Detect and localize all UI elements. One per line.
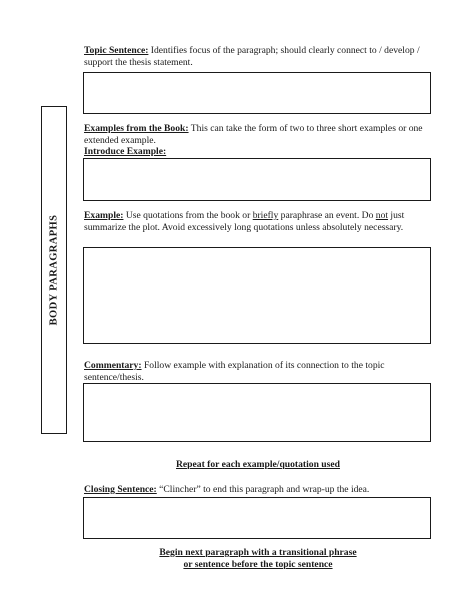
closing-sentence-text: “Clincher” to end this paragraph and wrap-up the idea.	[156, 484, 370, 495]
topic-sentence-instructions	[84, 45, 429, 68]
example-text-part-c: just summarize the plot. Avoid excessively long quotations unless absolutely necessary.	[84, 210, 405, 233]
next-paragraph-note-line-2: or sentence before the topic sentence	[183, 559, 333, 570]
commentary-instructions	[84, 360, 429, 383]
commentary-text: Follow example with explanation of its connection to the topic sentence/thesis.	[84, 360, 385, 383]
topic-sentence-text: Identifies focus of the paragraph; should clearly connect to / develop / support the thesis statement.	[84, 45, 420, 68]
next-paragraph-note-line-1: Begin next paragraph with a transitional phrase	[159, 547, 357, 558]
introduce-example-label: Introduce Example:	[84, 146, 167, 158]
closing-sentence-box[interactable]	[83, 497, 431, 539]
introduce-example-box[interactable]	[83, 158, 431, 201]
examples-from-book-text: This can take the form of two to three short examples or one extended example.	[84, 123, 423, 146]
body-paragraphs-label: BODY PARAGRAPHS	[48, 214, 60, 326]
example-underlined-not: not	[375, 210, 389, 221]
closing-sentence-instructions	[84, 484, 429, 496]
commentary-label: Commentary:	[84, 360, 142, 371]
example-label: Example:	[84, 210, 124, 221]
example-underlined-briefly: briefly	[252, 210, 279, 221]
body-paragraphs-panel	[41, 106, 67, 434]
example-text-part-a: Use quotations from the book or	[123, 210, 253, 221]
repeat-note: Repeat for each example/quotation used	[176, 459, 340, 470]
commentary-box[interactable]	[83, 383, 431, 442]
topic-sentence-label: Topic Sentence:	[84, 45, 149, 56]
closing-sentence-label: Closing Sentence:	[84, 484, 157, 495]
topic-sentence-box[interactable]	[83, 72, 431, 114]
example-text-part-b: paraphrase an event. Do	[278, 210, 376, 221]
example-box[interactable]	[83, 247, 431, 344]
examples-from-book-label: Examples from the Book:	[84, 123, 189, 134]
examples-from-book-instructions	[84, 123, 429, 158]
example-instructions	[84, 210, 429, 233]
